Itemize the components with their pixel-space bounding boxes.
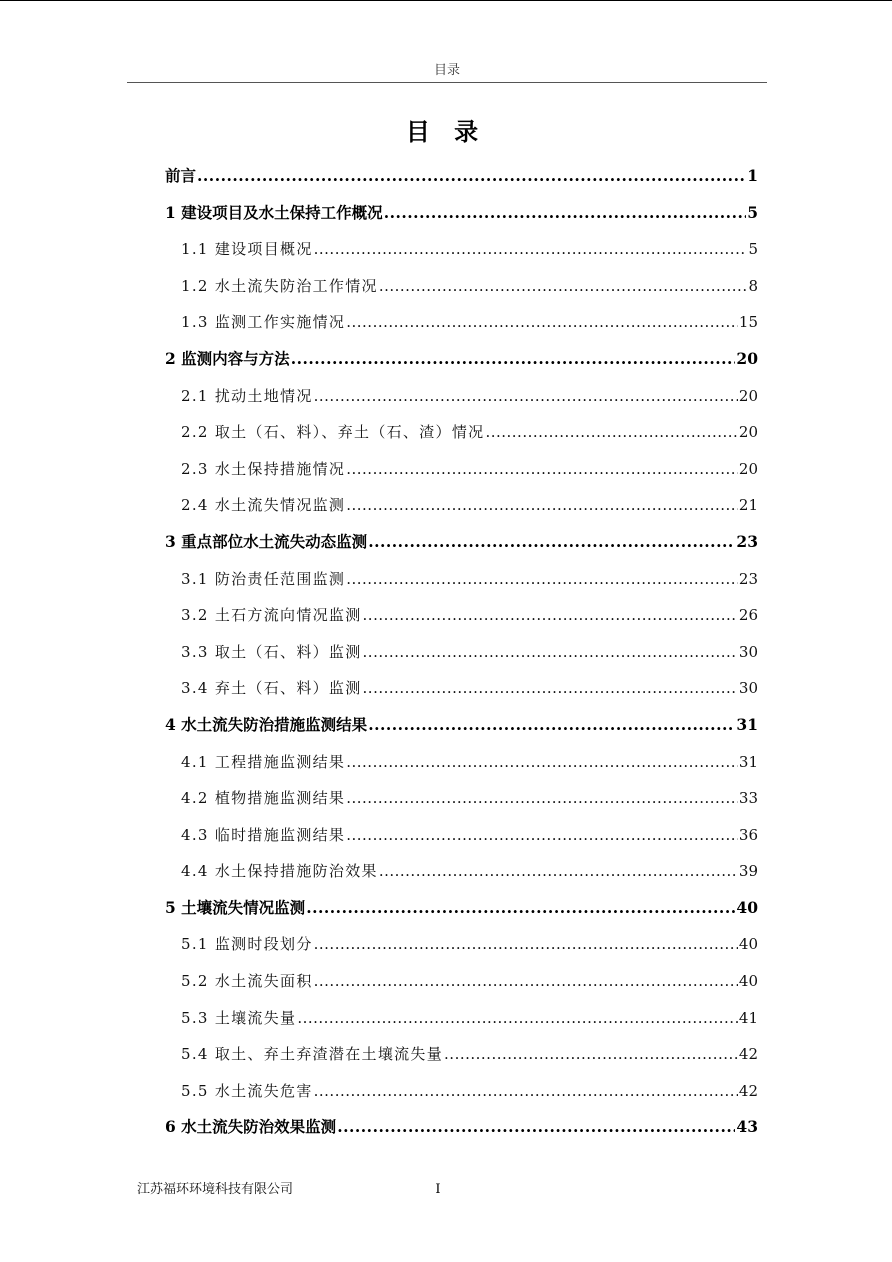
toc-title: 目 录	[405, 118, 487, 146]
toc-dot-leader	[291, 341, 736, 378]
toc-entry-page-number: 20	[738, 423, 758, 442]
toc-entry-page-number: 42	[738, 1045, 758, 1064]
toc-entry-page-number: 5	[747, 202, 758, 222]
page-top-border	[0, 0, 892, 1]
toc-entry[interactable]	[165, 780, 758, 817]
toc-entry-page-number: 31	[738, 752, 758, 771]
toc-dot-leader	[346, 817, 738, 854]
toc-dot-leader	[363, 597, 738, 634]
toc-entry[interactable]	[165, 597, 758, 634]
toc-entry[interactable]	[165, 1109, 758, 1146]
toc-entry-page-number: 30	[738, 679, 758, 698]
toc-entry-label: 1.1 建设项目概况	[181, 240, 313, 259]
toc-dot-leader	[346, 744, 738, 781]
toc-entry-page-number: 20	[738, 386, 758, 405]
toc-entry-page-number: 5	[748, 240, 758, 259]
toc-entry-label: 5.4 取土、弃土弃渣潜在土壤流失量	[181, 1045, 444, 1064]
toc-entry[interactable]	[165, 1073, 758, 1110]
toc-entry[interactable]	[165, 670, 758, 707]
toc-entry-page-number: 40	[736, 897, 758, 917]
toc-entry-label: 5.3 土壤流失量	[181, 1008, 297, 1027]
toc-dot-leader	[346, 561, 738, 598]
toc-dot-leader	[197, 158, 746, 195]
toc-dot-leader	[444, 1036, 738, 1073]
toc-entry-label: 前言	[165, 166, 197, 185]
toc-dot-leader	[346, 780, 738, 817]
toc-entry-label: 5 土壤流失情况监测	[165, 897, 306, 917]
toc-entry[interactable]	[165, 268, 758, 305]
toc-entry-label: 4 水土流失防治措施监测结果	[165, 714, 368, 734]
toc-entry[interactable]	[165, 451, 758, 488]
toc-entry-label: 3.2 土石方流向情况监测	[181, 606, 362, 625]
toc-dot-leader	[485, 414, 737, 451]
toc-dot-leader	[379, 268, 748, 305]
toc-entry-page-number: 39	[738, 862, 758, 881]
toc-entry-label: 1 建设项目及水土保持工作概况	[165, 202, 383, 222]
toc-entry-label: 3.1 防治责任范围监测	[181, 569, 346, 588]
toc-entry-page-number: 21	[738, 496, 758, 515]
toc-entry-page-number: 31	[736, 714, 758, 734]
toc-dot-leader	[379, 853, 738, 890]
toc-entry[interactable]	[165, 634, 758, 671]
toc-entry-label: 3 重点部位水土流失动态监测	[165, 531, 368, 551]
toc-entry[interactable]	[165, 195, 758, 232]
toc-entry-label: 2.3 水土保持措施情况	[181, 459, 346, 478]
toc-entry[interactable]	[165, 1036, 758, 1073]
toc-dot-leader	[314, 963, 738, 1000]
toc-entry[interactable]	[165, 341, 758, 378]
toc-entry[interactable]	[165, 561, 758, 598]
toc-entry[interactable]	[165, 524, 758, 561]
toc-entry-page-number: 8	[748, 276, 758, 295]
toc-entry-label: 2.2 取土（石、料）、弃土（石、渣）情况	[181, 423, 485, 442]
toc-entry-page-number: 15	[738, 313, 758, 332]
toc-dot-leader	[368, 524, 735, 561]
toc-dot-leader	[314, 926, 738, 963]
toc-entry-page-number: 40	[738, 972, 758, 991]
toc-dot-leader	[363, 634, 738, 671]
toc-entry[interactable]	[165, 1000, 758, 1037]
toc-entry-label: 4.1 工程措施监测结果	[181, 752, 346, 771]
toc-entry-page-number: 42	[738, 1081, 758, 1100]
toc-entry-label: 6 水土流失防治效果监测	[165, 1117, 337, 1137]
toc-entry[interactable]	[165, 744, 758, 781]
toc-entry-label: 2 监测内容与方法	[165, 348, 290, 368]
toc-entry[interactable]	[165, 378, 758, 415]
toc-entry[interactable]	[165, 304, 758, 341]
toc-entry-label: 1.3 监测工作实施情况	[181, 313, 346, 332]
toc-dot-leader	[346, 304, 738, 341]
toc-entry-label: 1.2 水土流失防治工作情况	[181, 276, 378, 295]
header-rule	[127, 82, 767, 83]
toc-entry[interactable]	[165, 817, 758, 854]
toc-entry-page-number: 20	[738, 459, 758, 478]
toc-entry[interactable]	[165, 231, 758, 268]
toc-entry-page-number: 43	[736, 1117, 758, 1137]
toc-entry-page-number: 20	[736, 348, 758, 368]
toc-entry[interactable]	[165, 890, 758, 927]
toc-entry-label: 4.2 植物措施监测结果	[181, 789, 346, 808]
footer-page-number: I	[435, 1182, 441, 1197]
toc-entry-label: 5.1 监测时段划分	[181, 935, 313, 954]
toc-entry-label: 3.3 取土（石、料）监测	[181, 642, 362, 661]
toc-entry-page-number: 30	[738, 642, 758, 661]
toc-entry-label: 5.5 水土流失危害	[181, 1081, 313, 1100]
toc-entry-page-number: 40	[738, 935, 758, 954]
toc-dot-leader	[384, 195, 747, 232]
toc-dot-leader	[314, 231, 748, 268]
toc-entry[interactable]	[165, 414, 758, 451]
toc-entry[interactable]	[165, 853, 758, 890]
toc-dot-leader	[306, 890, 735, 927]
toc-entry[interactable]	[165, 707, 758, 744]
toc-entry-label: 3.4 弃土（石、料）监测	[181, 679, 362, 698]
toc-entry-page-number: 33	[738, 789, 758, 808]
toc-entry[interactable]	[165, 158, 758, 195]
toc-dot-leader	[363, 670, 738, 707]
toc-entry[interactable]	[165, 487, 758, 524]
running-header: 目录	[433, 63, 460, 78]
toc-entry-page-number: 36	[738, 825, 758, 844]
toc-entry-page-number: 26	[738, 606, 758, 625]
toc-entry-label: 4.3 临时措施监测结果	[181, 825, 346, 844]
toc-entry-label: 2.1 扰动土地情况	[181, 386, 313, 405]
footer-company: 江苏福环环境科技有限公司	[137, 1182, 294, 1197]
toc-entry[interactable]	[165, 963, 758, 1000]
table-of-contents	[165, 158, 758, 1146]
toc-dot-leader	[314, 378, 738, 415]
toc-dot-leader	[297, 1000, 738, 1037]
toc-entry[interactable]	[165, 926, 758, 963]
toc-entry-label: 5.2 水土流失面积	[181, 972, 313, 991]
toc-entry-page-number: 23	[738, 569, 758, 588]
toc-entry-page-number: 23	[736, 531, 758, 551]
toc-dot-leader	[337, 1109, 735, 1146]
toc-entry-label: 4.4 水土保持措施防治效果	[181, 862, 378, 881]
toc-dot-leader	[346, 487, 738, 524]
toc-entry-page-number: 1	[747, 166, 758, 185]
toc-dot-leader	[346, 451, 738, 488]
toc-entry-label: 2.4 水土流失情况监测	[181, 496, 346, 515]
toc-dot-leader	[368, 707, 735, 744]
toc-dot-leader	[314, 1073, 738, 1110]
toc-entry-page-number: 41	[738, 1008, 758, 1027]
